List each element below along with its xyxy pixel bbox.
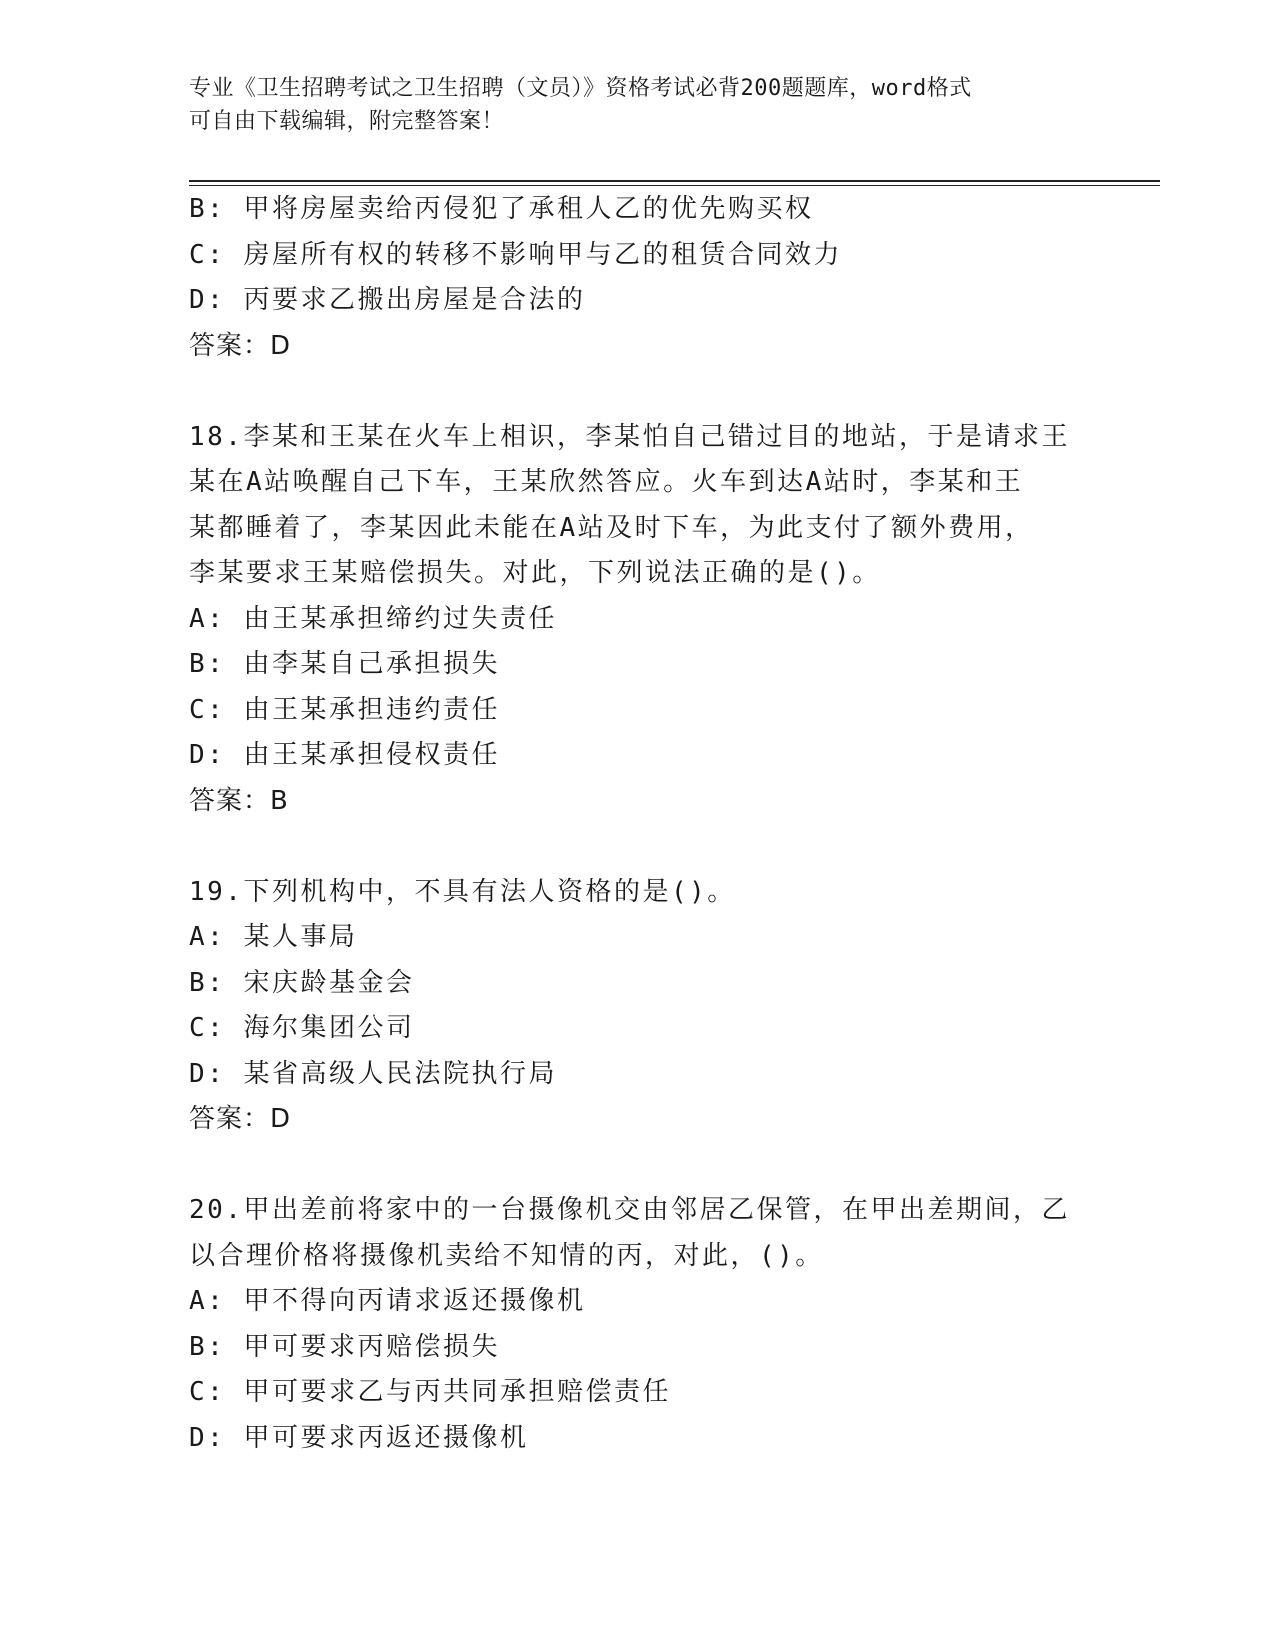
answer-label: 答案：D (189, 330, 292, 361)
spacer (189, 369, 1089, 415)
option-c: C: 甲可要求乙与丙共同承担赔偿责任 (189, 1377, 671, 1407)
question-stem-line: 某在A站唤醒自己下车，王某欣然答应。火车到达A站时，李某和王 (189, 467, 1024, 497)
option-b: B: 由李某自己承担损失 (189, 649, 500, 679)
question-20 (189, 1188, 1089, 1461)
question-stem-line: 20.甲出差前将家中的一台摄像机交由邻居乙保管，在甲出差期间，乙 (189, 1195, 1070, 1225)
question-19 (189, 870, 1089, 1143)
answer-label: 答案：D (189, 1104, 292, 1134)
option-b: B: 甲可要求丙赔偿损失 (189, 1331, 500, 1362)
header-title-line-1: 专业《卫生招聘考试之卫生招聘（文员）》资格考试必背200题题库，word格式 (189, 76, 972, 101)
question-stem-line: 18.李某和王某在火车上相识，李某怕自己错过目的地站，于是请求王 (189, 421, 1070, 452)
option-a: A: 甲不得向丙请求返还摄像机 (189, 1286, 586, 1316)
option-b: B: 甲将房屋卖给丙侵犯了承租人乙的优先购买权 (189, 194, 814, 224)
question-17-continued (189, 187, 1089, 369)
question-stem-line: 19.下列机构中，不具有法人资格的是()。 (189, 876, 736, 907)
header-divider (189, 180, 1160, 186)
option-a: A: 某人事局 (189, 922, 358, 952)
question-content (189, 187, 1089, 1461)
document-header (189, 72, 1069, 138)
option-d: D: 丙要求乙搬出房屋是合法的 (189, 285, 586, 315)
option-d: D: 某省高级人民法院执行局 (189, 1058, 557, 1089)
option-c: C: 海尔集团公司 (189, 1013, 415, 1043)
option-b: B: 宋庆龄基金会 (189, 967, 415, 998)
question-stem-line: 以合理价格将摄像机卖给不知情的丙，对此，()。 (189, 1240, 824, 1271)
answer-label: 答案：B (189, 785, 289, 816)
option-c: C: 由王某承担违约责任 (189, 694, 500, 725)
option-d: D: 甲可要求丙返还摄像机 (189, 1422, 529, 1453)
header-title-line-2: 可自由下载编辑，附完整答案！ (189, 109, 505, 134)
spacer (189, 1143, 1089, 1189)
question-stem-line: 李某要求王某赔偿损失。对此，下列说法正确的是()。 (189, 558, 881, 588)
spacer (189, 824, 1089, 870)
option-a: A: 由王某承担缔约过失责任 (189, 603, 557, 634)
option-c: C: 房屋所有权的转移不影响甲与乙的租赁合同效力 (189, 239, 842, 270)
question-stem-line: 某都睡着了，李某因此未能在A站及时下车，为此支付了额外费用， (189, 512, 1034, 543)
question-18 (189, 415, 1089, 825)
option-d: D: 由王某承担侵权责任 (189, 740, 500, 770)
